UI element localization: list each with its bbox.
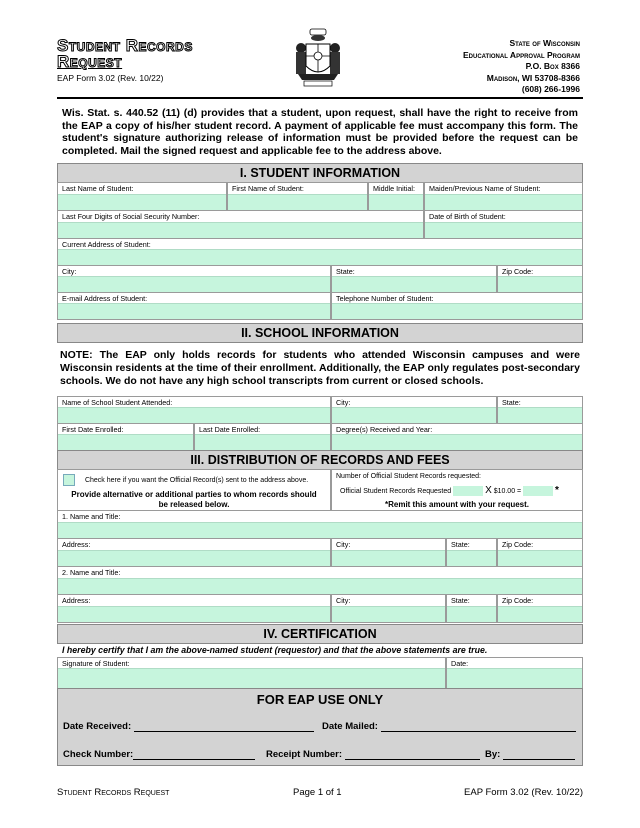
signature-cell: [57, 657, 446, 689]
party1-zip-label: Zip Code:: [502, 540, 534, 549]
agency-city: Madison, WI 53708-8366: [486, 72, 580, 83]
last-date-label: Last Date Enrolled:: [199, 425, 261, 434]
fee-amount: $10.00 =: [493, 488, 522, 495]
footer-title: Student Records Request: [57, 787, 170, 798]
phone-field[interactable]: [332, 303, 582, 319]
party2-city-label: City:: [336, 596, 351, 605]
party1-city-field[interactable]: [332, 550, 445, 566]
zip-field[interactable]: [498, 276, 582, 292]
wisconsin-seal-icon: [290, 28, 346, 90]
middle-initial-field[interactable]: [369, 194, 423, 210]
party1-address-field[interactable]: [58, 550, 330, 566]
email-field[interactable]: [58, 303, 330, 319]
party1-state-cell: [446, 538, 497, 567]
section-school-information: II. SCHOOL INFORMATION: [57, 323, 583, 343]
fees-cell: [331, 469, 583, 511]
alt-parties-instruction: Provide alternative or additional parties to whom records should be released below.: [71, 490, 317, 509]
section-student-information: I. STUDENT INFORMATION: [57, 163, 583, 183]
email-label: E-mail Address of Student:: [62, 294, 148, 303]
maiden-name-label: Maiden/Previous Name of Student:: [429, 184, 541, 193]
date-mailed-label: Date Mailed:: [322, 721, 378, 732]
dob-cell: [424, 210, 583, 239]
maiden-name-cell: [424, 182, 583, 211]
phone-cell: [331, 292, 583, 320]
first-name-label: First Name of Student:: [232, 184, 304, 193]
address-cell: [57, 238, 583, 266]
phone-label: Telephone Number of Student:: [336, 294, 434, 303]
send-to-address-label: Check here if you want the Official Record(s) sent to the address above.: [84, 476, 309, 484]
form-title: [57, 38, 193, 70]
state-cell: [331, 265, 497, 293]
section-certification: IV. CERTIFICATION: [57, 624, 583, 644]
last-name-label: Last Name of Student:: [62, 184, 134, 193]
dob-field[interactable]: [425, 222, 582, 238]
school-name-cell: [57, 396, 331, 424]
signature-label: Signature of Student:: [62, 659, 130, 668]
party2-state-label: State:: [451, 596, 470, 605]
last-date-field[interactable]: [195, 434, 330, 450]
eap-use-only-title: FOR EAP USE ONLY: [256, 692, 384, 707]
school-name-label: Name of School Student Attended:: [62, 398, 173, 407]
maiden-name-field[interactable]: [425, 194, 582, 210]
party2-address-cell: [57, 594, 331, 623]
middle-initial-cell: [368, 182, 424, 211]
party1-city-cell: [331, 538, 446, 567]
agency-program: Educational Approval Program: [463, 49, 580, 60]
ssn-field[interactable]: [58, 222, 423, 238]
party1-state-label: State:: [451, 540, 470, 549]
footer-page-number: Page 1 of 1: [293, 787, 342, 798]
cert-date-label: Date:: [451, 659, 469, 668]
school-state-field[interactable]: [498, 407, 582, 423]
party1-address-cell: [57, 538, 331, 567]
party2-zip-cell: [497, 594, 583, 623]
address-field[interactable]: [58, 249, 582, 265]
party2-state-cell: [446, 594, 497, 623]
party2-address-label: Address:: [62, 596, 91, 605]
party1-name-field[interactable]: [58, 522, 582, 538]
email-cell: [57, 292, 331, 320]
date-received-line[interactable]: [134, 723, 314, 732]
last-name-cell: [57, 182, 227, 211]
certification-statement: I hereby certify that I am the above-named student (requestor) and that the above statements are true.: [62, 645, 488, 655]
records-quantity-field[interactable]: [453, 486, 483, 496]
school-note: NOTE: The EAP only holds records for students who attended Wisconsin campuses and were Wisconsin residents at the time of their enrollment. Additionally, the EAP only regulates post-secondary schools. We do not have any high school transcripts from current or closed schools.: [60, 349, 580, 387]
party2-name-label: 2. Name and Title:: [62, 568, 121, 577]
address-label: Current Address of Student:: [62, 240, 151, 249]
agency-po-box: P.O. Box 8366: [525, 61, 580, 71]
receipt-number-line[interactable]: [345, 751, 480, 760]
send-to-address-cell: [57, 469, 331, 511]
send-to-address-checkbox[interactable]: [63, 474, 75, 486]
total-amount-field[interactable]: [523, 486, 553, 496]
school-state-cell: [497, 396, 583, 424]
official-requested-label: Official Student Records Requested: [340, 488, 452, 495]
party2-address-field[interactable]: [58, 606, 330, 622]
eap-use-only-box: [57, 688, 583, 766]
party2-name-field[interactable]: [58, 578, 582, 594]
date-mailed-line[interactable]: [381, 723, 576, 732]
degree-cell: [331, 423, 583, 451]
party2-name-cell: [57, 566, 583, 595]
zip-cell: [497, 265, 583, 293]
check-number-line[interactable]: [133, 751, 255, 760]
first-date-field[interactable]: [58, 434, 193, 450]
city-field[interactable]: [58, 276, 330, 292]
city-cell: [57, 265, 331, 293]
times-symbol: X: [485, 485, 492, 496]
form-title-line2: Request: [57, 52, 123, 71]
footer-form-number: EAP Form 3.02 (Rev. 10/22): [464, 787, 583, 798]
last-date-cell: [194, 423, 331, 451]
party2-state-field[interactable]: [447, 606, 496, 622]
school-city-label: City:: [336, 398, 351, 407]
party2-zip-field[interactable]: [498, 606, 582, 622]
last-name-field[interactable]: [58, 194, 226, 210]
degree-field[interactable]: [332, 434, 582, 450]
party1-city-label: City:: [336, 540, 351, 549]
agency-state: State of Wisconsin: [509, 38, 580, 48]
school-name-field[interactable]: [58, 407, 330, 423]
state-field[interactable]: [332, 276, 496, 292]
agency-phone: (608) 266-1996: [521, 84, 580, 94]
party2-city-cell: [331, 594, 446, 623]
date-received-label: Date Received:: [63, 721, 132, 732]
school-state-label: State:: [502, 398, 521, 407]
by-label: By:: [485, 749, 501, 760]
party1-zip-cell: [497, 538, 583, 567]
city-label: City:: [62, 267, 77, 276]
first-date-cell: [57, 423, 194, 451]
first-date-label: First Date Enrolled:: [62, 425, 124, 434]
school-city-field[interactable]: [332, 407, 496, 423]
party1-address-label: Address:: [62, 540, 91, 549]
intro-statute: Wis. Stat. s. 440.52 (11) (d) provides that a student, upon request, shall have the right to receive from the EAP a copy of his/her student record. A payment of applicable fee must accompany this form. The student's signature authorizing release of information must be provided before the request can be completed. Mail the signed request and applicable fee to the address above.: [62, 107, 578, 157]
ssn-label: Last Four Digits of Social Security Number:: [62, 212, 200, 221]
cert-date-cell: [446, 657, 583, 689]
zip-label: Zip Code:: [502, 267, 534, 276]
signature-field[interactable]: [58, 668, 445, 688]
middle-initial-label: Middle Initial:: [373, 184, 415, 193]
dob-label: Date of Birth of Student:: [429, 212, 506, 221]
party1-name-cell: [57, 510, 583, 539]
agency-address: [463, 38, 580, 96]
cert-date-field[interactable]: [447, 668, 582, 688]
first-name-field[interactable]: [228, 194, 367, 210]
remit-note: *Remit this amount with your request.: [384, 500, 529, 509]
header-divider: [57, 97, 583, 99]
asterisk-mark: *: [555, 485, 559, 496]
first-name-cell: [227, 182, 368, 211]
party1-state-field[interactable]: [447, 550, 496, 566]
state-label: State:: [336, 267, 355, 276]
form-number: EAP Form 3.02 (Rev. 10/22): [57, 73, 164, 83]
form-title-line1: Student Records: [57, 36, 193, 55]
degree-label: Degree(s) Received and Year:: [336, 425, 433, 434]
ssn-cell: [57, 210, 424, 239]
check-number-label: Check Number:: [63, 749, 134, 760]
by-line[interactable]: [503, 751, 575, 760]
party2-zip-label: Zip Code:: [502, 596, 534, 605]
section-distribution: III. DISTRIBUTION OF RECORDS AND FEES: [57, 450, 583, 470]
receipt-number-label: Receipt Number:: [266, 749, 343, 760]
school-city-cell: [331, 396, 497, 424]
party1-zip-field[interactable]: [498, 550, 582, 566]
party1-name-label: 1. Name and Title:: [62, 512, 121, 521]
num-requested-label: Number of Official Student Records requested:: [336, 473, 482, 480]
party2-city-field[interactable]: [332, 606, 445, 622]
